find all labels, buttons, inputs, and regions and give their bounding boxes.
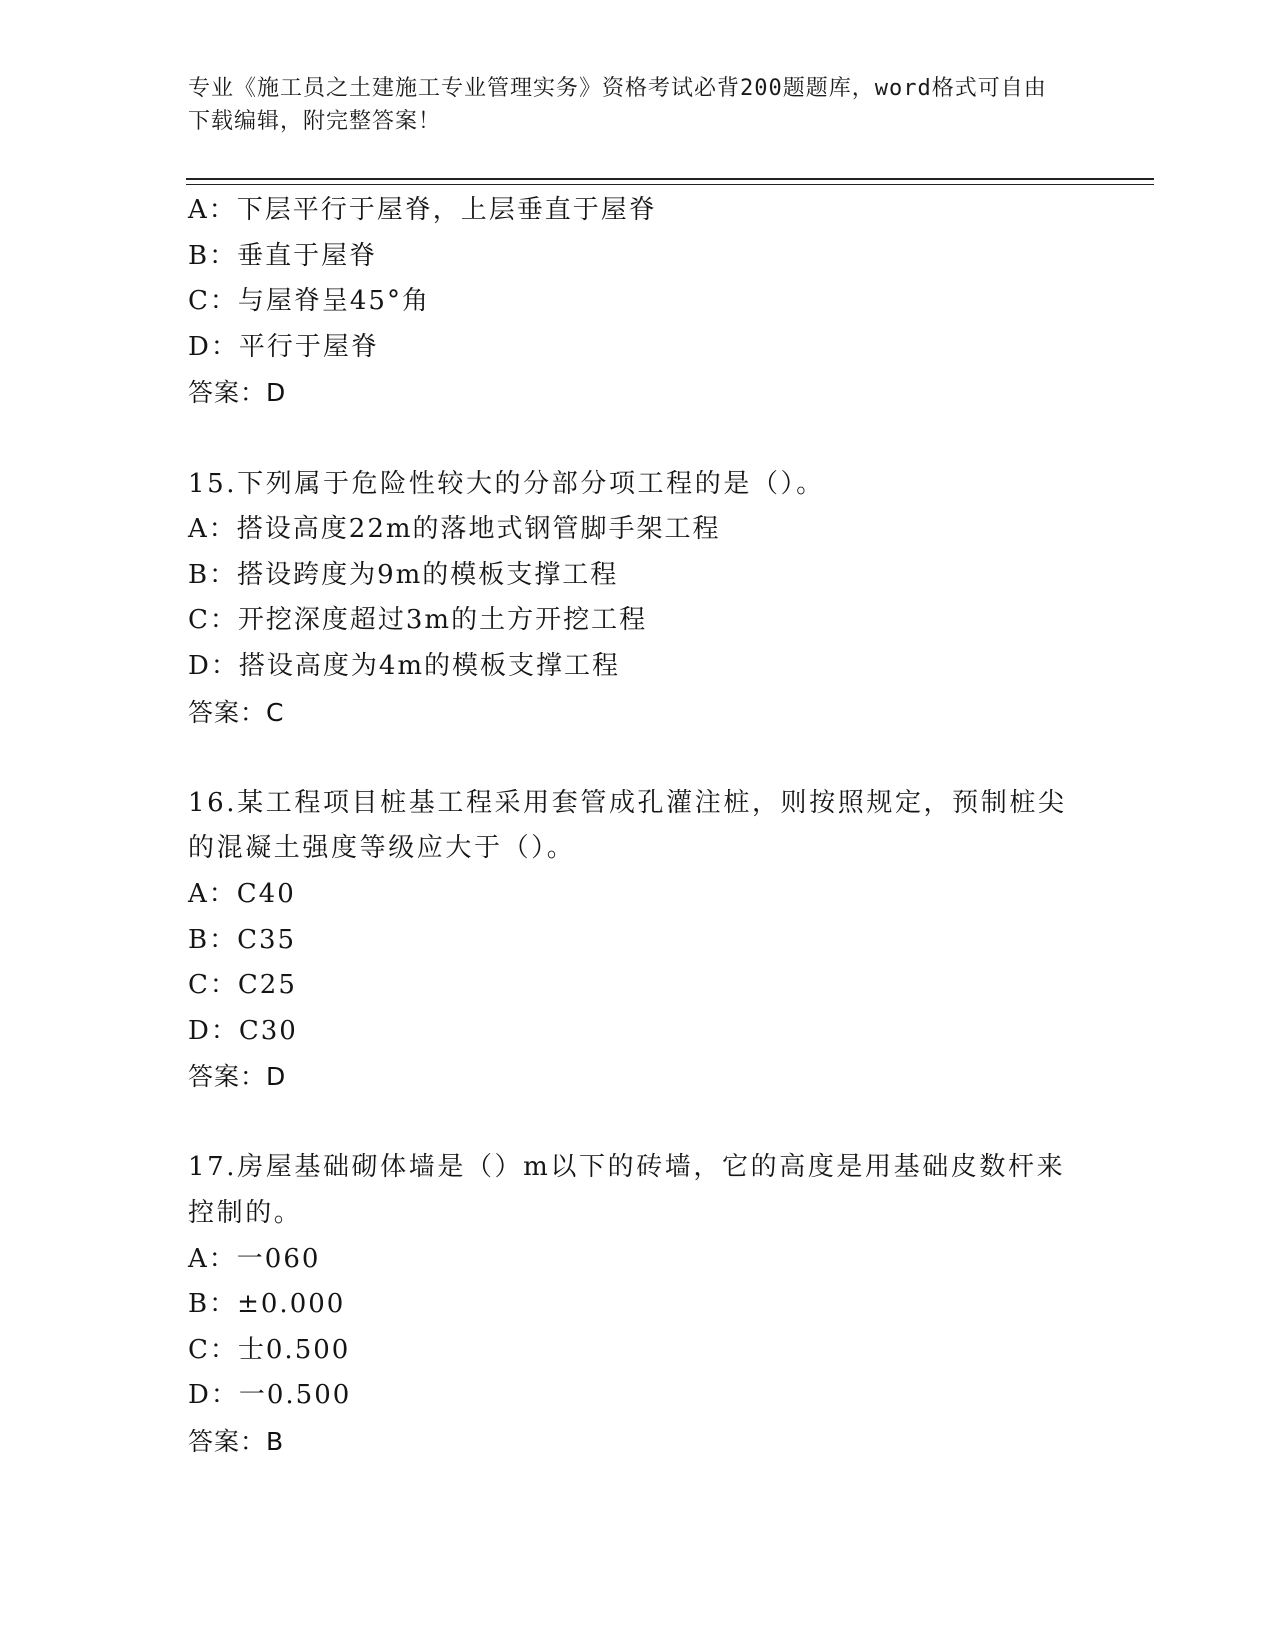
spacer: [188, 1100, 1088, 1146]
header-divider-thin: [186, 184, 1154, 185]
option-c: C：士0.500: [188, 1334, 351, 1365]
answer-label: 答案：B: [188, 1427, 285, 1457]
question-17: [188, 1145, 1088, 1464]
option-d: D：一0.500: [188, 1380, 352, 1411]
spacer: [188, 735, 1088, 781]
document-header: 专业《施工员之土建施工专业管理实务》资格考试必背200题题库，word格式可自由下载编辑，附完整答案！: [188, 76, 1047, 134]
option-a: A：C40: [188, 878, 296, 909]
question-15: [188, 462, 1088, 736]
option-d: D：C30: [188, 1015, 298, 1046]
question-16: [188, 781, 1088, 1100]
answer-label: 答案：D: [188, 378, 287, 408]
answer-label: 答案：C: [188, 697, 285, 727]
option-b: B：垂直于屋脊: [188, 240, 378, 271]
question-14-continued: [188, 188, 1088, 416]
answer-label: 答案：D: [188, 1062, 287, 1092]
option-a: A：搭设高度22m的落地式钢管脚手架工程: [188, 514, 721, 545]
option-c: C：C25: [188, 970, 297, 1001]
option-d: D：搭设高度为4m的模板支撑工程: [188, 650, 621, 681]
option-b: B：搭设跨度为9m的模板支撑工程: [188, 559, 619, 590]
option-b: B：±0.000: [188, 1289, 346, 1320]
option-b: B：C35: [188, 924, 297, 955]
option-a: A：一060: [188, 1243, 321, 1274]
option-d: D：平行于屋脊: [188, 331, 379, 362]
option-c: C：开挖深度超过3m的土方开挖工程: [188, 605, 648, 636]
question-stem: 15.下列属于危险性较大的分部分项工程的是（）。: [188, 468, 825, 499]
header-divider: [186, 178, 1154, 180]
question-stem: 17.房屋基础砌体墙是（）m以下的砖墙，它的高度是用基础皮数杆来控制的。: [188, 1152, 1066, 1229]
question-stem: 16.某工程项目桩基工程采用套管成孔灌注桩，则按照规定，预制桩尖的混凝土强度等级应大于（）。: [188, 787, 1067, 864]
spacer: [188, 416, 1088, 462]
question-list: [188, 188, 1088, 1465]
option-c: C：与屋脊呈45°角: [188, 286, 430, 317]
option-a: A：下层平行于屋脊，上层垂直于屋脊: [188, 195, 657, 225]
